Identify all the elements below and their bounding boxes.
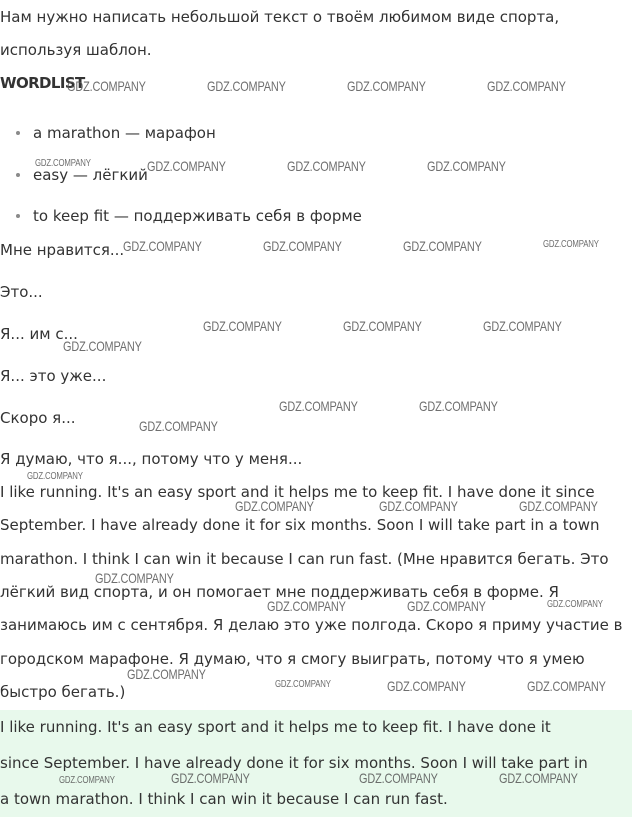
watermark: GDZ.COMPANY (379, 498, 458, 514)
watermark: GDZ.COMPANY (343, 318, 422, 334)
watermark: GDZ.COMPANY (419, 398, 498, 414)
watermark: GDZ.COMPANY (387, 678, 466, 694)
bullet-icon (16, 214, 20, 218)
watermark: GDZ.COMPANY (203, 318, 282, 334)
example-line: I like running. It's an easy sport and it helps me to keep fit. I have done it since (0, 483, 595, 501)
watermark: GDZ.COMPANY (35, 158, 91, 169)
watermark: GDZ.COMPANY (67, 78, 146, 94)
watermark: GDZ.COMPANY (547, 599, 603, 610)
watermark: GDZ.COMPANY (59, 775, 115, 786)
template-line: Я думаю, что я..., потому что у меня... (0, 450, 303, 468)
wordlist-item: easy — лёгкий (33, 165, 148, 185)
template-line: Это... (0, 283, 43, 301)
watermark: GDZ.COMPANY (403, 238, 482, 254)
watermark: GDZ.COMPANY (123, 238, 202, 254)
watermark: GDZ.COMPANY (287, 158, 366, 174)
answer-line: a town marathon. I think I can win it because I can run fast. (0, 790, 448, 808)
wordlist-title: WORDLIST (0, 74, 85, 92)
watermark: GDZ.COMPANY (275, 679, 331, 690)
watermark: GDZ.COMPANY (427, 158, 506, 174)
watermark: GDZ.COMPANY (127, 666, 206, 682)
watermark: GDZ.COMPANY (487, 78, 566, 94)
example-line: marathon. I think I can win it because I can run fast. (Мне нравится бегать. Это (0, 550, 609, 568)
watermark: GDZ.COMPANY (63, 338, 142, 354)
template-line: Я... им с... (0, 325, 78, 343)
watermark: GDZ.COMPANY (267, 598, 346, 614)
watermark: GDZ.COMPANY (95, 570, 174, 586)
template-line: Я... это уже... (0, 367, 107, 385)
wordlist-item: a marathon — марафон (33, 123, 216, 143)
watermark: GDZ.COMPANY (27, 471, 83, 482)
example-line: занимаюсь им с сентября. Я делаю это уже полгода. Скоро я приму участие в (0, 616, 623, 634)
bullet-icon (16, 173, 20, 177)
watermark: GDZ.COMPANY (519, 498, 598, 514)
template-line: Скоро я... (0, 409, 76, 427)
watermark: GDZ.COMPANY (139, 418, 218, 434)
watermark: GDZ.COMPANY (483, 318, 562, 334)
watermark: GDZ.COMPANY (279, 398, 358, 414)
template-line: Мне нравится... (0, 241, 125, 259)
example-line: быстро бегать.) (0, 683, 126, 701)
watermark: GDZ.COMPANY (527, 678, 606, 694)
watermark: GDZ.COMPANY (263, 238, 342, 254)
example-line: September. I have already done it for six months. Soon I will take part in a town (0, 516, 600, 534)
answer-line: since September. I have already done it for six months. Soon I will take part in (0, 754, 588, 772)
answer-line: I like running. It's an easy sport and it helps me to keep fit. I have done it (0, 718, 551, 736)
intro-line-1: Нам нужно написать небольшой текст о твоём любимом виде спорта, (0, 8, 560, 26)
watermark: GDZ.COMPANY (347, 78, 426, 94)
watermark: GDZ.COMPANY (171, 770, 250, 786)
watermark: GDZ.COMPANY (543, 239, 599, 250)
watermark: GDZ.COMPANY (147, 158, 226, 174)
watermark: GDZ.COMPANY (207, 78, 286, 94)
watermark: GDZ.COMPANY (359, 770, 438, 786)
watermark: GDZ.COMPANY (407, 598, 486, 614)
watermark: GDZ.COMPANY (235, 498, 314, 514)
wordlist-item: to keep fit — поддерживать себя в форме (33, 206, 362, 226)
watermark: GDZ.COMPANY (499, 770, 578, 786)
bullet-icon (16, 131, 20, 135)
example-line: лёгкий вид спорта, и он помогает мне поддерживать себя в форме. Я (0, 583, 559, 601)
intro-line-2: используя шаблон. (0, 41, 152, 59)
example-line: городском марафоне. Я думаю, что я смогу выиграть, потому что я умею (0, 650, 585, 668)
